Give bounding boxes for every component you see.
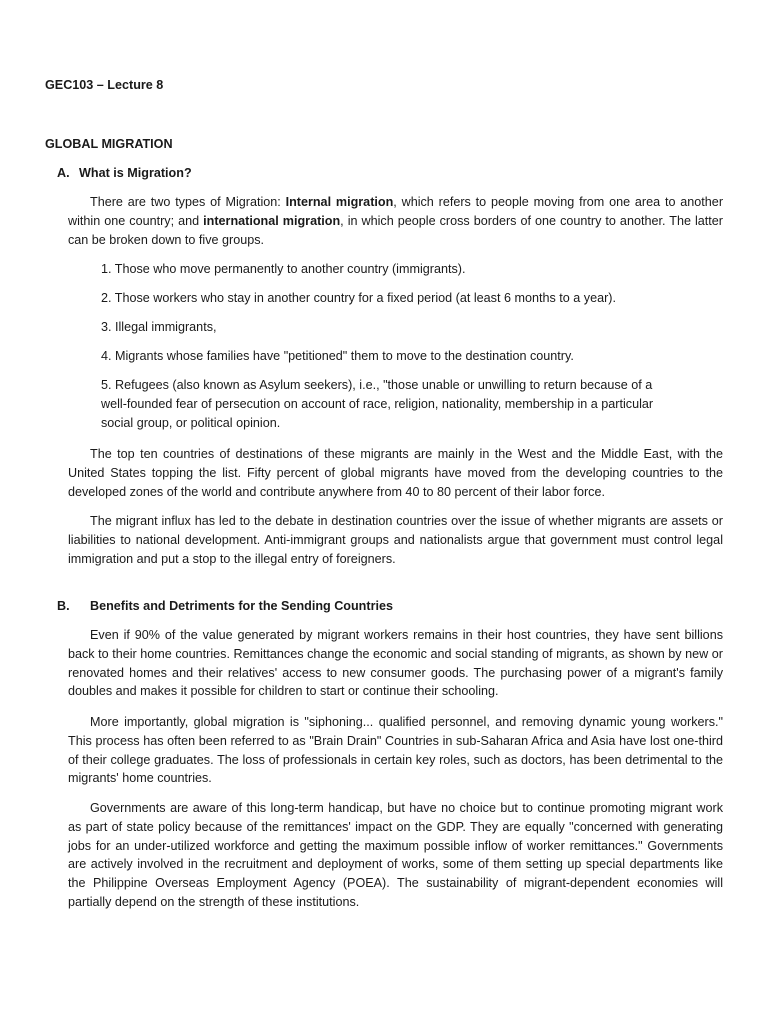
international-migration-term: international migration (203, 213, 341, 228)
document-title: GLOBAL MIGRATION (45, 137, 173, 151)
migrant-group-item: 2. Those workers who stay in another country for a fixed period (at least 6 months to a year). (101, 291, 616, 305)
migrant-group-item: 3. Illegal immigrants, (101, 320, 217, 334)
destination-countries-paragraph: The top ten countries of destinations of these migrants are mainly in the West and the Middle East, with the United States topping the list. Fifty percent of global migrants have moved from the developing countries to the developed zones of the world and contribute anywhere from 40 to 80 percent of their labor force. (68, 447, 723, 499)
course-lecture-label: GEC103 – Lecture 8 (45, 78, 164, 92)
section-b-heading (57, 597, 393, 616)
section-a-marker: A. (57, 166, 70, 180)
migrant-group-item: 1. Those who move permanently to another country (immigrants). (101, 262, 466, 276)
intro-text-2: , which refers to people moving from one area to another within one country; and (68, 195, 724, 228)
intro-text-3: , in which people cross borders of one country to another. The latter can be broken down to five groups. (68, 213, 723, 247)
internal-migration-term: Internal migration (285, 195, 394, 209)
government-policy-paragraph: Governments are aware of this long-term handicap, but have no choice but to continue promoting migrant work as part of state policy because of the remittances' impact on the GDP. They are equally "concerned with generating jobs for an under-utilized workforce and getting the maximum possible inflow of worker remittances." Governments are actively involved in the recruitment and deployment of works, some of them setting up special departments like the Philippine Overseas Employment Agency (POEA). The sustainability of migrant-dependent economies will partially depend on the strength of these institutions. (68, 801, 723, 909)
migrant-influx-paragraph: The migrant influx has led to the debate in destination countries over the issue of whether migrants are assets or liabilities to national development. Anti-immigrant groups and nationalists argue that government must control legal immigration and put a stop to the illegal entry of foreigners. (68, 514, 723, 566)
intro-text-1: There are two types of Migration: (90, 195, 286, 209)
remittances-paragraph: Even if 90% of the value generated by migrant workers remains in their host countries, they have sent billions back to their home countries. Remittances change the economic and social standing of migrants, as shown by new or renovated homes and their relatives' access to new consumer goods. The purchasing power of a migrant's family doubles and makes it possible for children to start or continue their schooling. (68, 628, 723, 699)
migrant-group-item: 5. Refugees (also known as Asylum seekers), i.e., "those unable or unwilling to return because of a well-founded fear of persecution on account of race, religion, nationality, membership in a particular social group, or political opinion. (101, 378, 654, 430)
section-a-heading (57, 164, 192, 183)
section-b-marker: B. (57, 599, 70, 613)
migration-types-paragraph (68, 193, 723, 249)
section-b-heading-text: Benefits and Detriments for the Sending Countries (90, 599, 393, 613)
section-a-heading-text: What is Migration? (79, 166, 192, 180)
migrant-group-item: 4. Migrants whose families have "petitioned" them to move to the destination country. (101, 349, 574, 363)
brain-drain-paragraph: More importantly, global migration is "siphoning... qualified personnel, and removing dynamic young workers." This process has often been referred to as "Brain Drain" Countries in sub-Saharan Africa and Asia have lost one-third of their college graduates. The loss of professionals in certain key roles, such as doctors, has been detrimental to the migrants' home countries. (68, 715, 723, 786)
